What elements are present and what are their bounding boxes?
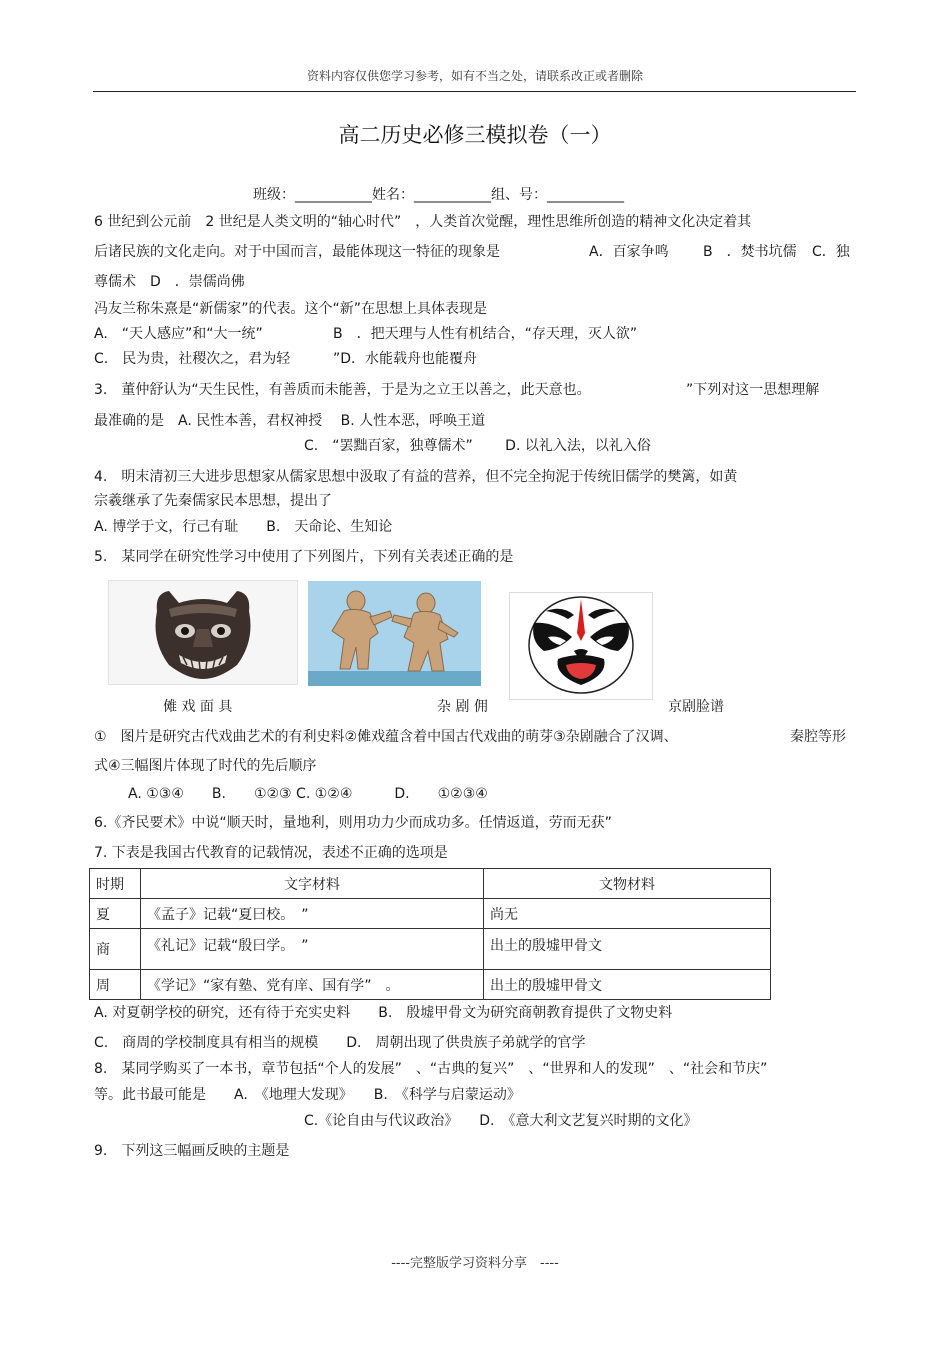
table-cell: 尚无 — [484, 899, 771, 929]
q2-option-b: B ．把天理与人性有机结合，“存天理，灭人欲” — [333, 326, 638, 342]
table-cell: 《孟子》记载“夏曰校。 ” — [141, 899, 484, 929]
table-cell: 《礼记》记载“殷曰学。 ” — [141, 929, 484, 970]
caption-zaju-figurines: 杂 剧 佣 — [437, 699, 488, 715]
table-header-row — [90, 869, 771, 899]
q8-line-1: 8. 某同学购买了一本书，章节包括“个人的发展” 、“古典的复兴” 、“世界和人的发现” 、“社会和节庆” — [94, 1061, 768, 1077]
header-note: 资料内容仅供您学习参考，如有不当之处，请联系改正或者删除 — [306, 69, 643, 83]
q1-option-c: C．独 — [812, 244, 850, 260]
q4-line-1: 4. 明末清初三大进步思想家从儒家思想中汲取了有益的营养，但不完全拘泥于传统旧儒学的樊篱，如黄 — [94, 469, 738, 485]
table-row — [90, 899, 771, 929]
q6-stem: 6.《齐民要术》中说“顺天时，量地利，则用功力少而成功多。任情返道，劳而无获” — [94, 815, 612, 831]
header-divider — [93, 91, 856, 92]
q2-option-a: A. “天人感应”和“大一统” — [94, 326, 263, 342]
caption-peking-opera-mask: 京剧脸谱 — [668, 699, 724, 715]
q2-option-d: ”D．水能载舟也能覆舟 — [333, 351, 478, 367]
q1-option-a: A．百家争鸣 — [589, 244, 669, 260]
table-row — [90, 970, 771, 1000]
q7-options-line-2: C. 商周的学校制度具有相当的规模 D. 周朝出现了供贵族子弟就学的官学 — [94, 1035, 586, 1051]
q8-line-2: 等。此书最可能是 A. 《地理大发现》 B. 《科学与启蒙运动》 — [94, 1087, 521, 1103]
table-cell: 夏 — [90, 899, 141, 929]
table-cell: 出土的殷墟甲骨文 — [484, 929, 771, 970]
zaju-figurines-photo — [308, 581, 481, 686]
education-records-table — [89, 868, 771, 1000]
page-title: 高二历史必修三模拟卷（一） — [338, 123, 612, 147]
q2-stem: 冯友兰称朱熹是“新儒家”的代表。这个“新”在思想上具体表现是 — [94, 301, 488, 317]
q4-line-2: 宗羲继承了先秦儒家民本思想，提出了 — [94, 493, 332, 509]
table-cell: 商 — [90, 929, 141, 970]
q5-options: A. ①③④ B. ①②③ C. ①②④ D. ①②③④ — [128, 786, 488, 802]
zaju-figurines-illustration — [308, 581, 481, 686]
q1-line-2: 后诸民族的文化走向。对于中国而言，最能体现这一特征的现象是 — [94, 244, 500, 260]
q3-line-3: C. “罢黜百家，独尊儒术” D. 以礼入法，以礼入俗 — [304, 438, 651, 454]
nuo-mask-illustration — [109, 581, 297, 684]
q7-stem: 7. 下表是我国古代教育的记载情况，表述不正确的选项是 — [94, 845, 448, 861]
q7-options-line-1: A. 对夏朝学校的研究，还有待于充实史料 B. 殷墟甲骨文为研究商朝教育提供了文物史料 — [94, 1005, 673, 1021]
table-cell: 出土的殷墟甲骨文 — [484, 970, 771, 1000]
q1-line-3: 尊儒术 D ．崇儒尚佛 — [94, 274, 245, 290]
page-footer: ----完整版学习资料分享 ---- — [391, 1256, 559, 1271]
q5-line-1: ① 图片是研究古代戏曲艺术的有利史料②傩戏蕴含着中国古代戏曲的萌芽③杂剧融合了汉调、 — [94, 729, 678, 745]
table-header-cell: 文字材料 — [141, 869, 484, 899]
q4-line-3: A. 博学于文，行己有耻 B. 天命论、生知论 — [94, 519, 393, 535]
q5-line-1-end: 秦腔等形 — [790, 729, 846, 745]
q9-stem: 9. 下列这三幅画反映的主题是 — [94, 1143, 290, 1159]
table-cell: 《学记》“家有塾、党有庠、国有学” 。 — [141, 970, 484, 1000]
caption-nuo-mask: 傩 戏 面 具 — [163, 699, 233, 715]
nuo-mask-photo — [108, 580, 298, 685]
peking-opera-mask-photo — [509, 592, 653, 700]
q3-line-2: 最准确的是 A. 民性本善，君权神授 B. 人性本恶，呼唤王道 — [94, 413, 486, 429]
q8-line-3: C.《论自由与代议政治》 D. 《意大利文艺复兴时期的文化》 — [304, 1113, 698, 1129]
peking-opera-mask-illustration — [510, 593, 652, 699]
q1-line-1: 6 世纪到公元前 2 世纪是人类文明的“轴心时代” ，人类首次觉醒，理性思维所创造的精神文化决定着其 — [94, 214, 752, 230]
student-info-fields: 班级：___________姓名：___________组、号：___________ — [253, 187, 624, 203]
table-row — [90, 929, 771, 970]
q3-line-1-end: ”下列对这一思想理解 — [686, 382, 820, 398]
q2-option-c: C. 民为贵，社稷次之，君为轻 — [94, 351, 291, 367]
q3-line-1: 3. 董仲舒认为“天生民性，有善质而未能善，于是为之立王以善之，此天意也。 — [94, 382, 591, 398]
q5-line-2: 式④三幅图片体现了时代的先后顺序 — [94, 758, 317, 774]
table-cell: 周 — [90, 970, 141, 1000]
q1-option-b: B ．焚书坑儒 — [703, 244, 797, 260]
q5-stem: 5. 某同学在研究性学习中使用了下列图片，下列有关表述正确的是 — [94, 549, 514, 565]
table-header-cell: 文物材料 — [484, 869, 771, 899]
table-header-cell: 时期 — [90, 869, 141, 899]
